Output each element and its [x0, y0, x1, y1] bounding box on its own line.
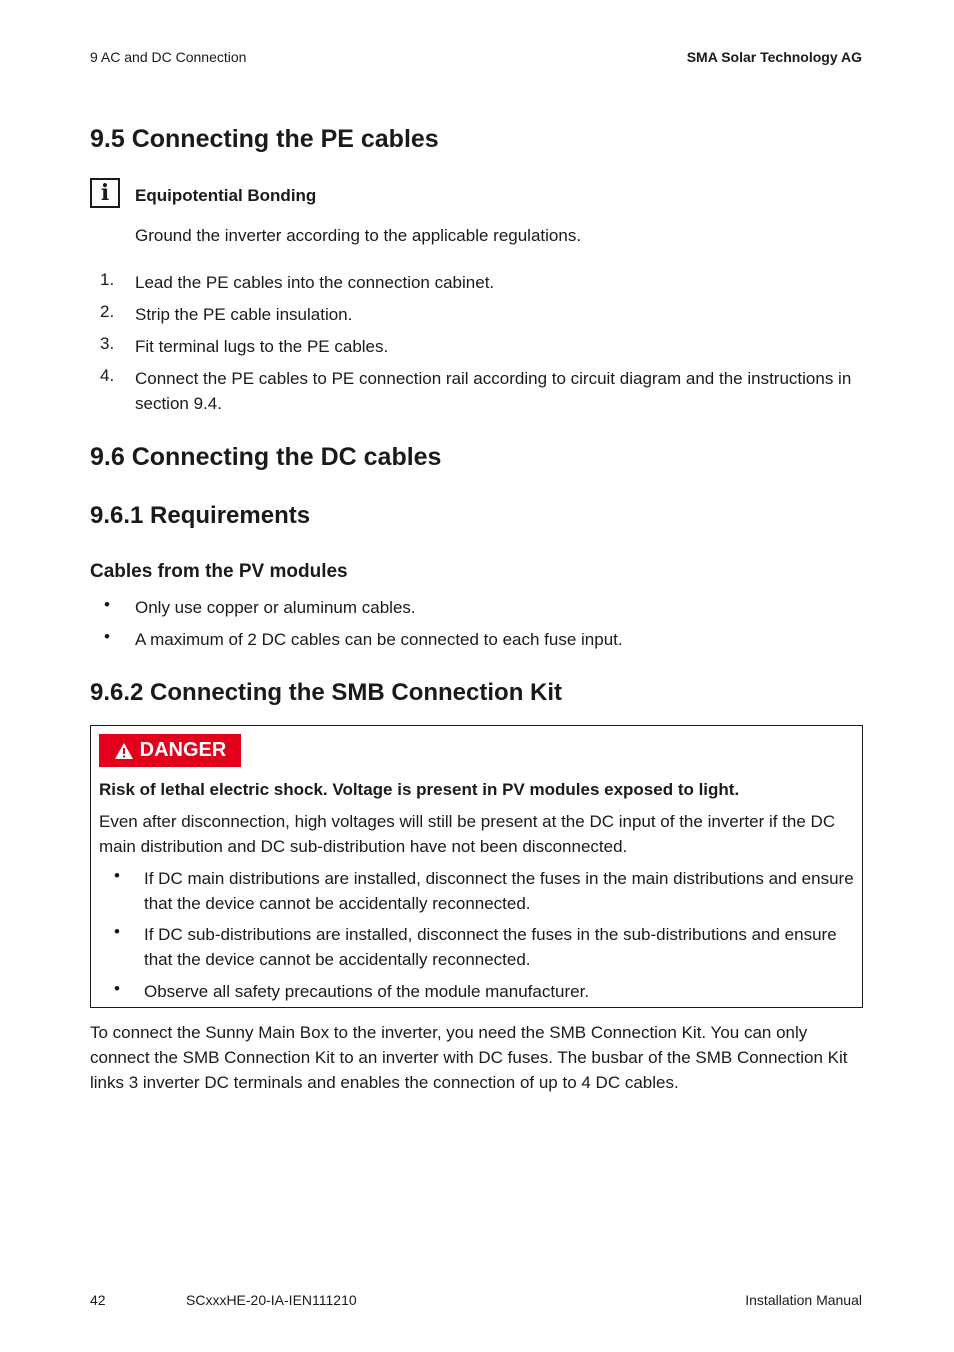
bullet-text: Only use copper or aluminum cables. [135, 598, 416, 617]
step-text: Fit terminal lugs to the PE cables. [135, 337, 389, 356]
step-number: 4. [100, 366, 115, 385]
info-icon: i [90, 178, 120, 208]
bullet-marker: • [104, 627, 110, 646]
danger-bullet-text: If DC main distributions are installed, disconnect the fuses in the main distributions and ensure that the device cannot be accidentally reconnected. [144, 869, 854, 913]
step-number: 1. [100, 270, 115, 289]
footer-doc-id: SCxxxHE-20-IA-IEN111210 [186, 1292, 357, 1308]
body-paragraph: To connect the Sunny Main Box to the inverter, you need the SMB Connection Kit. You can only connect the SMB Connection Kit to an inverter with DC fuses. The busbar of the SMB Connection Kit links 3 inverter DC terminals and enables the connection of up to 4 DC cables. [90, 1023, 848, 1092]
danger-badge [99, 734, 241, 767]
section-title-9-5: 9.5 Connecting the PE cables [90, 125, 439, 153]
danger-headline: Risk of lethal electric shock. Voltage is present in PV modules exposed to light. [99, 780, 740, 799]
danger-bullet-text: If DC sub-distributions are installed, disconnect the fuses in the sub-distributions and ensure that the device cannot be accidentally reconnected. [144, 925, 837, 969]
warning-icon [114, 742, 134, 760]
info-title: Equipotential Bonding [135, 186, 317, 205]
section-title-9-6: 9.6 Connecting the DC cables [90, 443, 442, 471]
bullet-text: A maximum of 2 DC cables can be connected to each fuse input. [135, 630, 623, 649]
bullet-marker: • [104, 595, 110, 614]
section-title-9-6-1: 9.6.1 Requirements [90, 502, 311, 529]
bullet-marker: • [114, 866, 120, 885]
bullet-marker: • [114, 922, 120, 941]
step-text: Connect the PE cables to PE connection rail according to circuit diagram and the instructions in section 9.4. [135, 369, 852, 413]
step-number: 2. [100, 302, 115, 321]
header-company: SMA Solar Technology AG [686, 49, 862, 65]
danger-text: Even after disconnection, high voltages will still be present at the DC input of the inverter if the DC main distribution and DC sub-distribution have not been disconnected. [99, 812, 836, 856]
step-text: Lead the PE cables into the connection cabinet. [135, 273, 495, 292]
danger-label: DANGER [139, 739, 227, 761]
bullet-marker: • [114, 979, 120, 998]
step-number: 3. [100, 334, 115, 353]
step-text: Strip the PE cable insulation. [135, 305, 353, 324]
footer-page-number: 42 [90, 1292, 106, 1308]
danger-bullet-text: Observe all safety precautions of the module manufacturer. [144, 982, 590, 1001]
section-title-9-6-2: 9.6.2 Connecting the SMB Connection Kit [90, 679, 563, 706]
subheading-pv-cables: Cables from the PV modules [90, 561, 348, 582]
header-section: 9 AC and DC Connection [90, 49, 247, 65]
info-text: Ground the inverter according to the applicable regulations. [135, 226, 582, 245]
footer-doc-type: Installation Manual [745, 1292, 862, 1308]
